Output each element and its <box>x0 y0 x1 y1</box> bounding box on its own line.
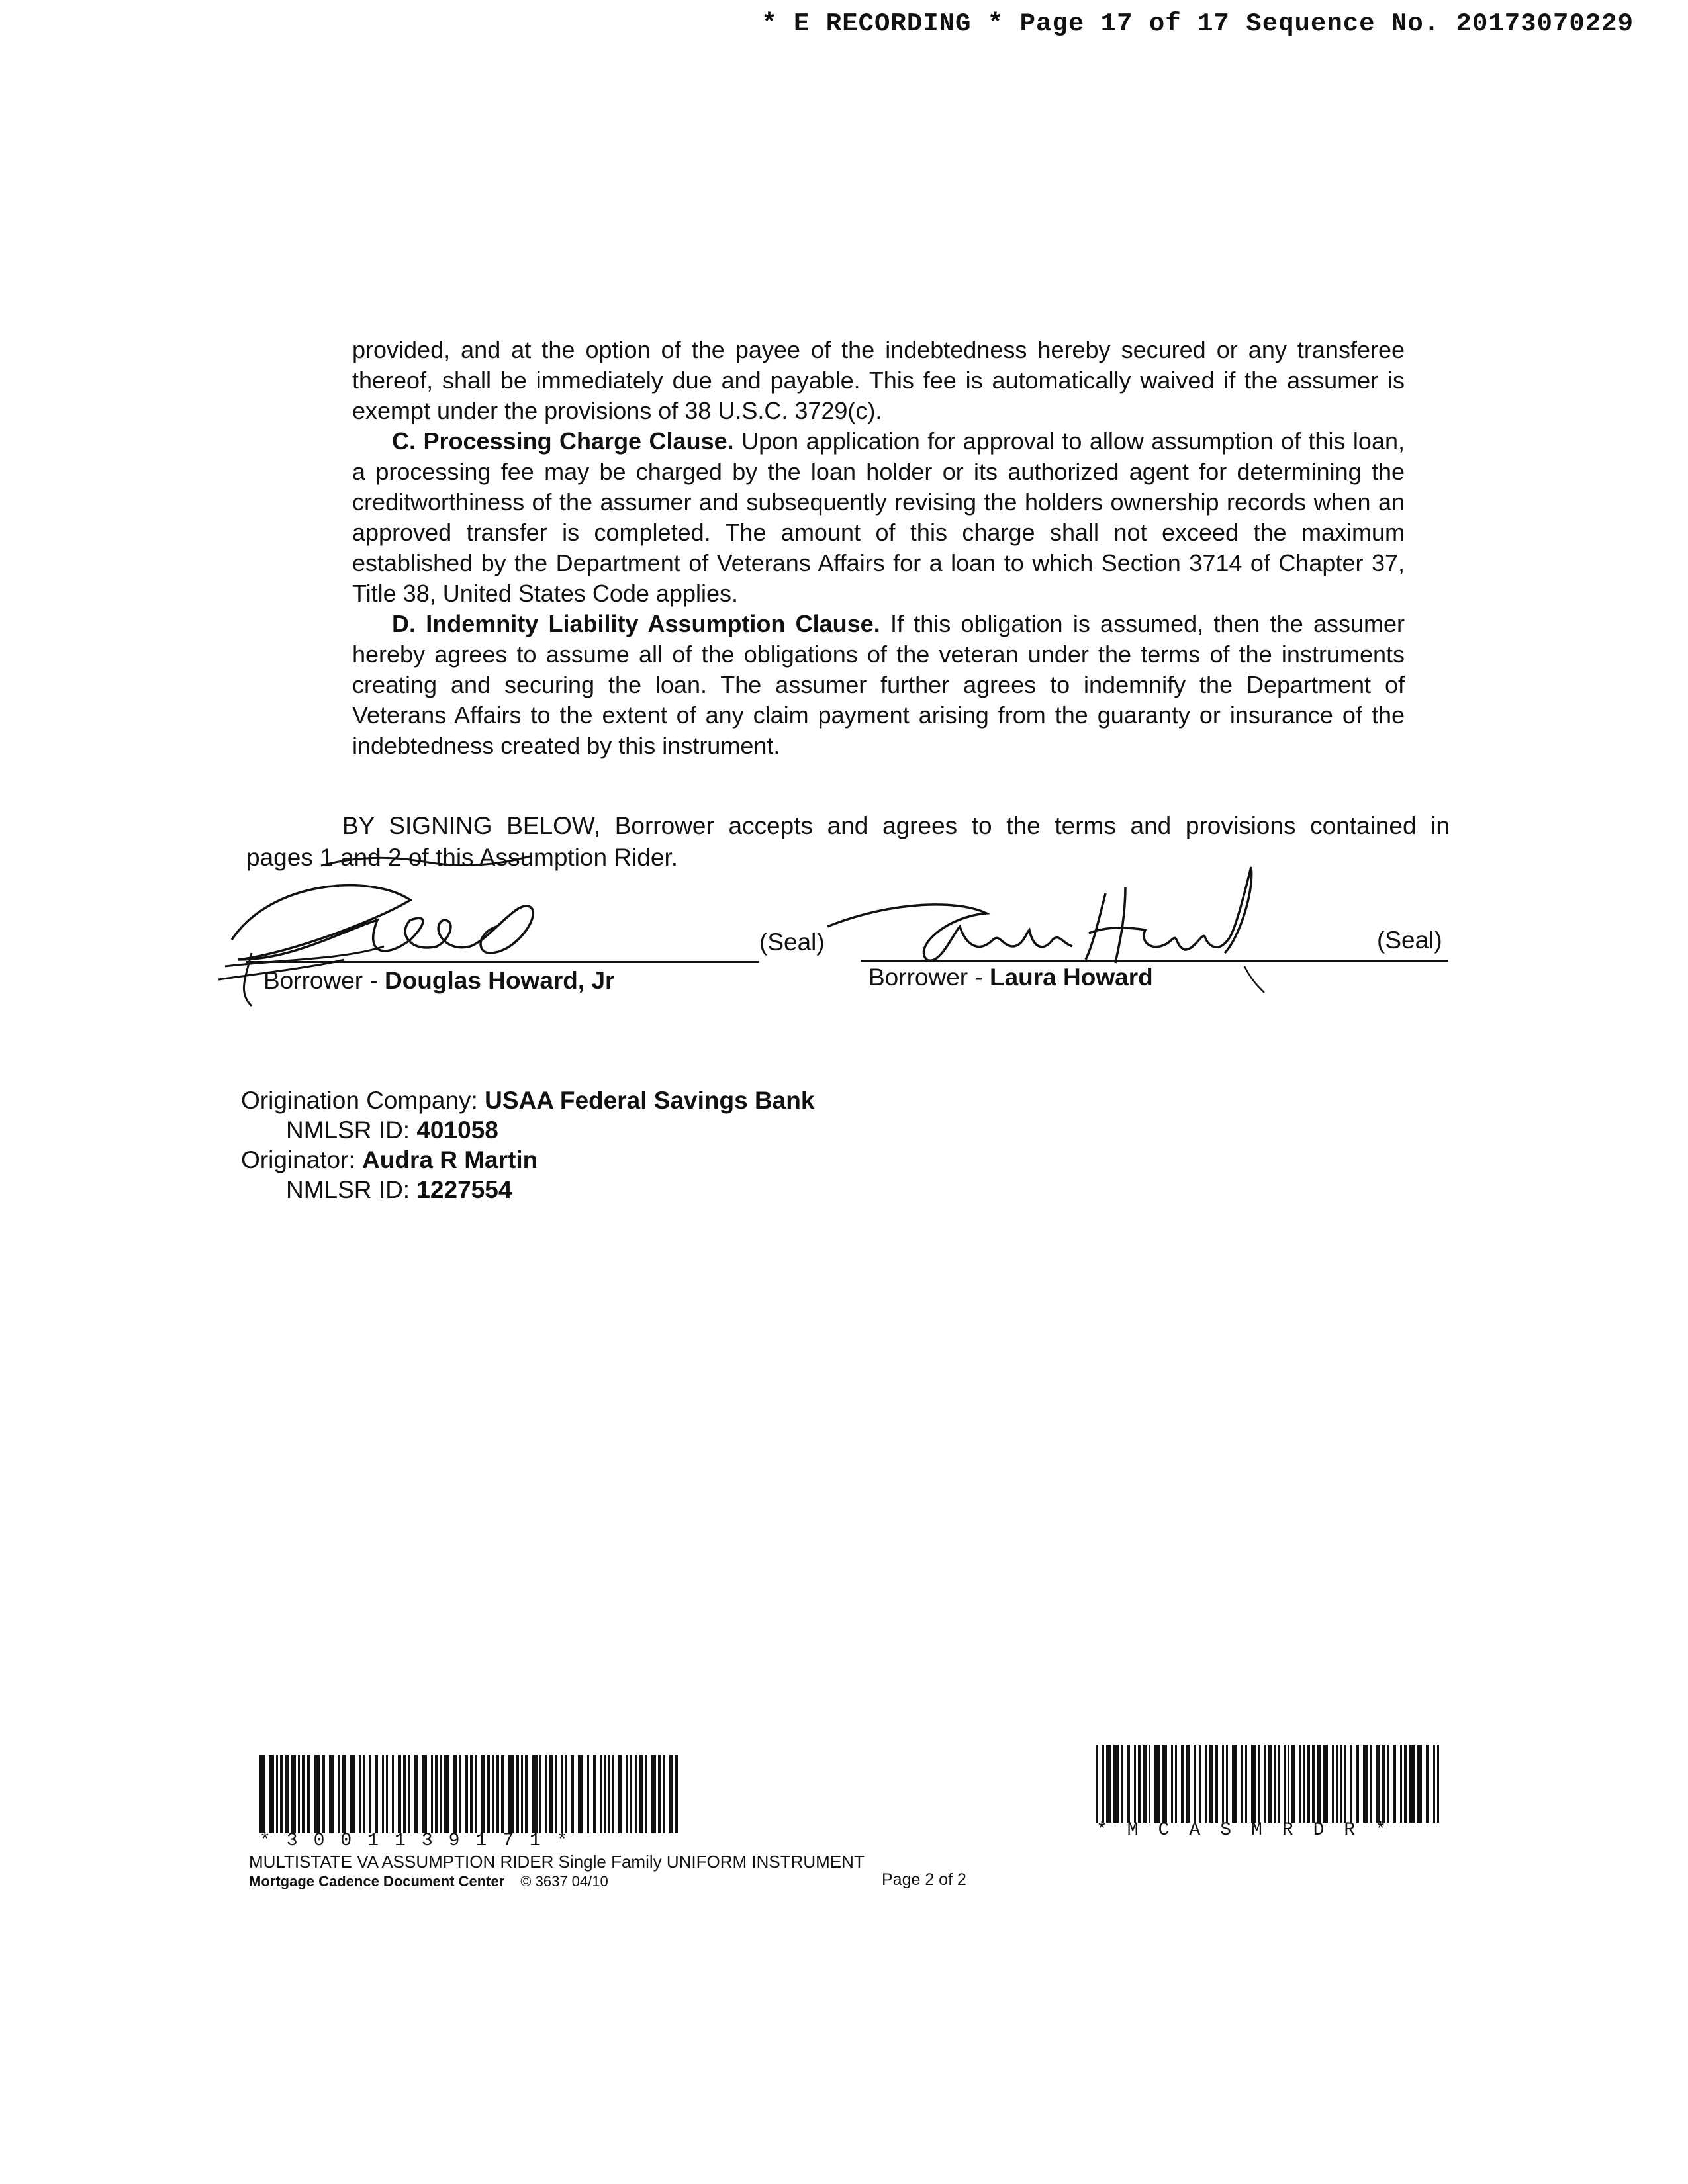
barcode-bar <box>1404 1745 1407 1823</box>
barcode-bar <box>578 1755 583 1833</box>
barcode-bar <box>1199 1745 1201 1823</box>
barcode-bar <box>363 1755 365 1833</box>
barcode-bar <box>1209 1745 1213 1823</box>
barcode-bar <box>375 1755 378 1833</box>
doc-center <box>249 1873 608 1890</box>
barcode-bar <box>350 1755 355 1833</box>
barcode-bar <box>1409 1745 1415 1823</box>
borrower2-label <box>868 964 1153 991</box>
originator-nmlsr-label: NMLSR ID: <box>286 1176 417 1203</box>
barcode-bar <box>291 1755 296 1833</box>
barcode-bar <box>481 1755 485 1833</box>
barcode-bar <box>1181 1745 1184 1823</box>
origination-company-row <box>241 1085 814 1115</box>
barcode-bar <box>608 1755 610 1833</box>
form-title <box>249 1852 865 1872</box>
barcode-bar <box>1312 1745 1315 1823</box>
rider-body <box>352 335 1405 761</box>
barcode-bar <box>1268 1745 1272 1823</box>
barcode-bar <box>269 1755 274 1833</box>
barcode-right-text: *MCASMRDR* <box>1096 1820 1407 1841</box>
barcode-bar <box>675 1755 678 1833</box>
barcode-bar <box>276 1755 278 1833</box>
recording-stamp: * E RECORDING * Page 17 of 17 Sequence No. 20173070229 <box>761 9 1634 38</box>
continued-paragraph: provided, and at the option of the payee of the indebtedness hereby secured or any transferee thereof, shall be immediately due and payable. This fee is automatically waived if the assumer is exempt under the provisions of 38 U.S.C. 3729(c). <box>352 336 1405 424</box>
barcode-bar <box>1127 1745 1130 1823</box>
barcode-bar <box>386 1755 388 1833</box>
barcode-bar <box>612 1755 614 1833</box>
barcode-bar <box>555 1755 557 1833</box>
barcode-bar <box>561 1755 563 1833</box>
barcode-bar <box>1332 1745 1334 1823</box>
clause-c <box>352 426 1405 609</box>
barcode-bar <box>496 1755 499 1833</box>
signing-line-1: BY SIGNING BELOW, Borrower accepts and agrees to the terms and provisions contained in <box>342 812 1450 839</box>
barcode-bar <box>1171 1745 1173 1823</box>
barcode-bar <box>565 1755 567 1833</box>
barcode-bar <box>492 1755 494 1833</box>
signature-line-1 <box>246 961 759 963</box>
clause-d <box>352 609 1405 761</box>
barcode-bar <box>453 1755 457 1833</box>
barcode-bar <box>314 1755 320 1833</box>
barcode-bar <box>1222 1745 1224 1823</box>
doc-center-name: Mortgage Cadence Document Center <box>249 1873 505 1889</box>
barcode-bar <box>587 1755 589 1833</box>
barcode-bar <box>1241 1745 1243 1823</box>
barcode-bar <box>1162 1745 1167 1823</box>
barcode-bar <box>465 1755 468 1833</box>
barcode-bar <box>414 1755 418 1833</box>
barcode-bar <box>1376 1745 1380 1823</box>
barcode-bar <box>1251 1745 1256 1823</box>
barcode-bar <box>338 1755 340 1833</box>
barcode-bar <box>359 1755 361 1833</box>
barcode-bar <box>1138 1745 1141 1823</box>
barcode-bar <box>1205 1745 1207 1823</box>
barcode-bar <box>539 1755 541 1833</box>
borrower1-name: Douglas Howard, Jr <box>384 967 615 994</box>
barcode-bar <box>280 1755 283 1833</box>
barcode-bar <box>1356 1745 1359 1823</box>
seal-label-1: (Seal) <box>759 929 825 956</box>
company-nmlsr-row <box>241 1115 814 1145</box>
barcode-bar <box>369 1755 371 1833</box>
barcode-bar <box>651 1755 656 1833</box>
origination-company-label: Origination Company: <box>241 1087 485 1114</box>
barcode-bar <box>398 1755 401 1833</box>
clause-d-text: If this obligation is assumed, then the assumer hereby agrees to assume all of the obligations of the veteran under the terms of the instruments creating and securing the loan. The assumer further agrees to indemnify the Department of Veterans Affairs to the extent of any claim payment arising from the guaranty or insurance of the indebtedness created by this instrument. <box>352 610 1405 759</box>
barcode-bar <box>322 1755 325 1833</box>
barcode-bar <box>1194 1745 1196 1823</box>
barcode-bar <box>1274 1745 1276 1823</box>
barcode-bar <box>604 1755 606 1833</box>
company-nmlsr-id: 401058 <box>416 1116 498 1144</box>
barcode-bar <box>298 1755 300 1833</box>
barcode-bar <box>1323 1745 1328 1823</box>
page-number: Page 2 of 2 <box>882 1870 966 1889</box>
barcode-bar <box>459 1755 461 1833</box>
barcode-bar <box>1186 1745 1190 1823</box>
barcode-right <box>1096 1745 1446 1841</box>
barcode-bar <box>549 1755 553 1833</box>
company-nmlsr-label: NMLSR ID: <box>286 1116 417 1144</box>
barcode-bar <box>259 1755 265 1833</box>
barcode-left-bars <box>259 1755 683 1833</box>
barcode-bar <box>285 1755 289 1833</box>
barcode-bar <box>382 1755 384 1833</box>
barcode-bar <box>1382 1745 1385 1823</box>
clause-c-title: C. Processing Charge Clause. <box>392 428 734 455</box>
barcode-bar <box>525 1755 528 1833</box>
barcode-bar <box>1232 1745 1237 1823</box>
signing-line-2: pages 1 and 2 of this Assumption Rider. <box>246 844 679 871</box>
barcode-left-text: *3001139171* <box>259 1831 584 1851</box>
barcode-bar <box>342 1755 346 1833</box>
barcode-bar <box>521 1755 523 1833</box>
barcode-bar <box>516 1755 519 1833</box>
barcode-bar <box>1336 1745 1338 1823</box>
barcode-left <box>259 1755 683 1851</box>
barcode-bar <box>1175 1745 1177 1823</box>
barcode-bar <box>1426 1745 1429 1823</box>
barcode-bar <box>1096 1745 1098 1823</box>
barcode-bar <box>508 1755 514 1833</box>
barcode-bar <box>630 1755 632 1833</box>
originator-nmlsr-row <box>241 1175 814 1205</box>
origination-block <box>241 1085 814 1205</box>
originator-label: Originator: <box>241 1146 363 1173</box>
barcode-bar <box>1393 1745 1396 1823</box>
borrower1-signature <box>212 860 583 1019</box>
barcode-bar <box>435 1755 438 1833</box>
barcode-bar <box>329 1755 334 1833</box>
borrower2-name: Laura Howard <box>989 964 1153 991</box>
barcode-bar <box>1363 1745 1368 1823</box>
form-title-type: Single Family <box>553 1852 667 1872</box>
barcode-bar <box>635 1755 637 1833</box>
barcode-bar <box>302 1755 305 1833</box>
barcode-bar <box>475 1755 477 1833</box>
barcode-bar <box>669 1755 673 1833</box>
barcode-bar <box>1226 1745 1228 1823</box>
barcode-bar <box>1106 1745 1111 1823</box>
barcode-bar <box>440 1755 442 1833</box>
barcode-bar <box>431 1755 433 1833</box>
barcode-bar <box>571 1755 574 1833</box>
origination-company-name: USAA Federal Savings Bank <box>485 1087 815 1114</box>
barcode-bar <box>1288 1745 1289 1823</box>
barcode-bar <box>408 1755 410 1833</box>
originator-row <box>241 1145 814 1175</box>
barcode-bar <box>487 1755 490 1833</box>
barcode-bar <box>645 1755 647 1833</box>
barcode-right-bars <box>1096 1745 1446 1823</box>
barcode-bar <box>626 1755 628 1833</box>
clause-c-text: Upon application for approval to allow assumption of this loan, a processing fee may be charged by the loan holder or its authorized agent for determining the creditworthiness of the assumer and subsequently revising the holders ownership records when an approved transfer is completed. The amount of this charge shall not exceed the maximum established by the Department of Veterans Affairs for a loan to which Section 3714 of Chapter 37, Title 38, United States Code applies. <box>352 428 1405 607</box>
barcode-bar <box>1102 1745 1104 1823</box>
barcode-bar <box>1400 1745 1402 1823</box>
barcode-bar <box>639 1755 643 1833</box>
barcode-bar <box>1113 1745 1119 1823</box>
barcode-bar <box>658 1755 661 1833</box>
barcode-bar <box>532 1755 538 1833</box>
barcode-bar <box>600 1755 602 1833</box>
originator-nmlsr-id: 1227554 <box>416 1176 512 1203</box>
barcode-bar <box>1387 1745 1389 1823</box>
barcode-bar <box>1370 1745 1372 1823</box>
barcode-bar <box>1154 1745 1160 1823</box>
barcode-bar <box>1291 1745 1295 1823</box>
borrower2-prefix: Borrower - <box>868 964 990 991</box>
barcode-bar <box>1350 1745 1352 1823</box>
barcode-bar <box>1149 1745 1150 1823</box>
form-title-main: MULTISTATE VA ASSUMPTION RIDER <box>249 1852 554 1872</box>
barcode-bar <box>1317 1745 1321 1823</box>
clause-d-title: D. Indemnity Liability Assumption Clause. <box>392 610 880 637</box>
barcode-bar <box>1437 1745 1439 1823</box>
barcode-bar <box>1215 1745 1218 1823</box>
barcode-bar <box>307 1755 310 1833</box>
barcode-bar <box>444 1755 449 1833</box>
barcode-bar <box>593 1755 596 1833</box>
barcode-bar <box>470 1755 473 1833</box>
originator-name: Audra R Martin <box>362 1146 538 1173</box>
borrower1-prefix: Borrower - <box>263 967 385 994</box>
barcode-bar <box>1417 1745 1422 1823</box>
barcode-bar <box>1433 1745 1435 1823</box>
barcode-bar <box>501 1755 504 1833</box>
barcode-bar <box>618 1755 622 1833</box>
seal-label-2: (Seal) <box>1377 927 1442 954</box>
barcode-bar <box>1278 1745 1280 1823</box>
barcode-bar <box>663 1755 665 1833</box>
signature-line-2 <box>861 960 1448 962</box>
form-title-instrument: UNIFORM INSTRUMENT <box>666 1852 865 1872</box>
barcode-bar <box>1284 1745 1286 1823</box>
barcode-bar <box>1299 1745 1301 1823</box>
barcode-bar <box>1303 1745 1305 1823</box>
barcode-bar <box>1121 1745 1123 1823</box>
barcode-bar <box>1264 1745 1266 1823</box>
barcode-bar <box>1340 1745 1342 1823</box>
barcode-bar <box>392 1755 394 1833</box>
barcode-bar <box>1344 1745 1346 1823</box>
barcode-bar <box>545 1755 547 1833</box>
borrower1-label <box>263 967 614 995</box>
barcode-bar <box>1307 1745 1310 1823</box>
barcode-bar <box>1245 1745 1247 1823</box>
barcode-bar <box>1258 1745 1260 1823</box>
barcode-bar <box>1143 1745 1147 1823</box>
barcode-bar <box>1134 1745 1136 1823</box>
barcode-bar <box>422 1755 427 1833</box>
form-code: © 3637 04/10 <box>520 1873 608 1889</box>
barcode-bar <box>403 1755 406 1833</box>
